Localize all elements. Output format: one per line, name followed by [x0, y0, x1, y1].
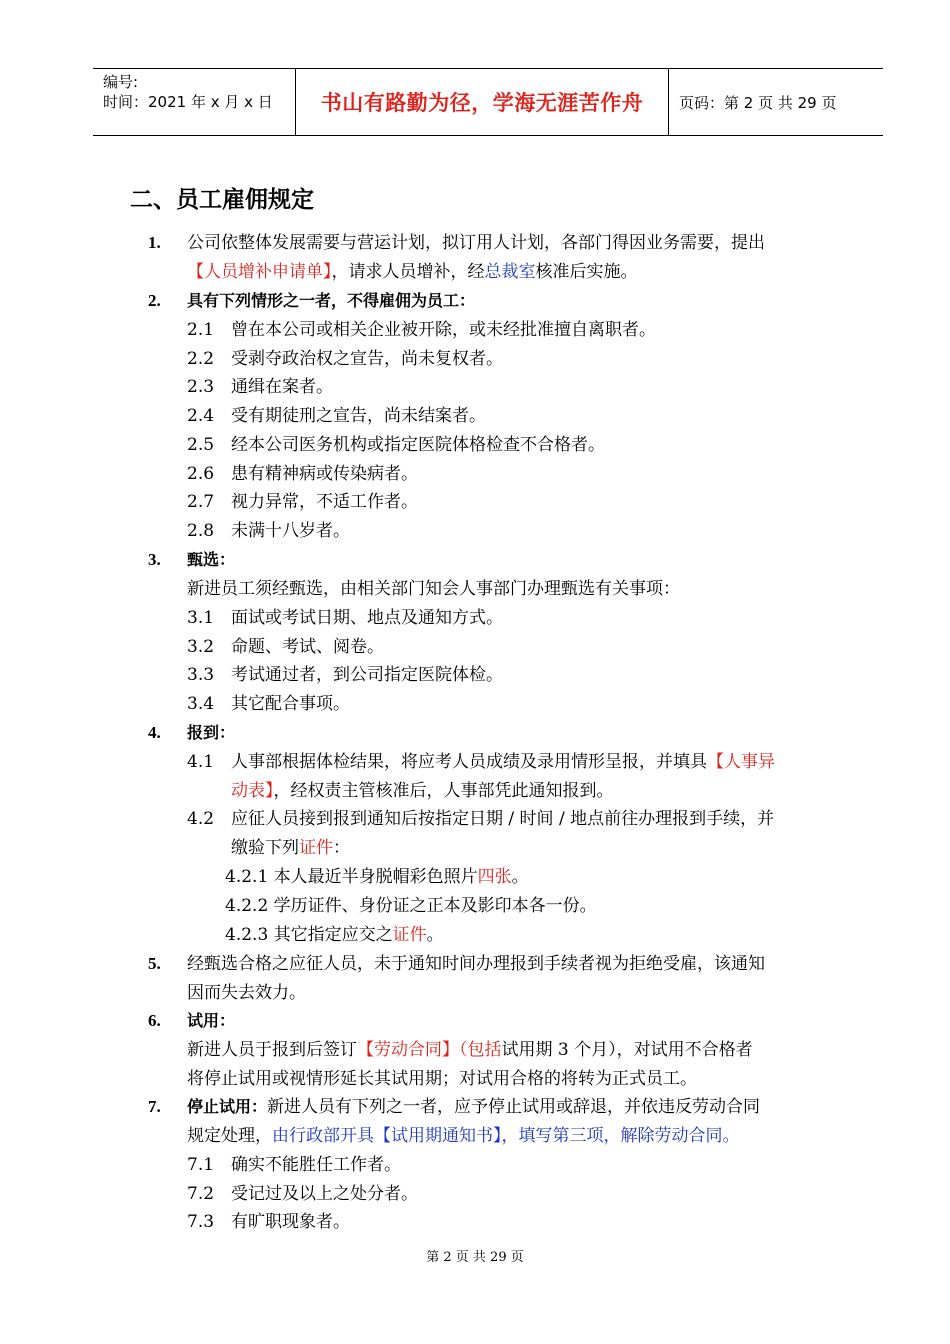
item-5-line-2: 因而失去效力。 [187, 983, 306, 1003]
item-4-2-text: 缴验下列 [231, 838, 299, 858]
sub-item-text: 受有期徒刑之宣告，尚未结案者。 [231, 406, 486, 427]
item-1-text: ，请求人员增补，经 [331, 262, 485, 282]
item-4-title: 报到： [187, 723, 236, 742]
item-6-title: 试用： [187, 1011, 236, 1030]
probation-notice-ref: 由行政部开具【试用期通知书】，填写第三项，解除劳动合同。 [272, 1126, 740, 1146]
item-6-text: 新进人员于报到后签订 [187, 1040, 357, 1060]
section-title: 二、员工雇佣规定 [130, 187, 314, 213]
sub-item-number: 3.3 [187, 665, 215, 686]
sub-item-text: 命题、考试、阅卷。 [231, 636, 384, 657]
sub-item-number: 2.4 [187, 406, 215, 427]
item-4-1-text-2: ，经权责主管核准后，人事部凭此通知报到。 [273, 781, 614, 801]
personnel-change-form-ref-end: 动表】 [231, 781, 274, 801]
item-1-text-end: 核准后实施。 [535, 262, 638, 282]
sub-item-number: 7.2 [187, 1183, 215, 1204]
sub-item-text: 其它配合事项。 [231, 694, 350, 715]
sub-item-number: 2.1 [187, 320, 215, 340]
sub-item-number: 2.8 [187, 520, 215, 541]
item-4-2-line-2 [231, 837, 350, 859]
item-4-2-1-end: 。 [511, 867, 529, 887]
item-4-1-text: 人事部根据体检结果，将应考人员成绩及录用情形呈报，并填具 [231, 752, 707, 772]
header-page-label: 页码：第 2 页 共 29 页 [679, 93, 837, 112]
sub-item-text: 未满十八岁者。 [231, 520, 350, 541]
sub-item-text: 通缉在案者。 [231, 377, 333, 398]
item-6-line-1 [187, 1039, 753, 1061]
page-header [93, 68, 883, 136]
sub-item-number: 3.4 [187, 694, 215, 715]
item-6-text-2: 试用期 3 个月），对试用不合格者 [501, 1040, 753, 1060]
sub-item-text: 有旷职现象者。 [231, 1212, 350, 1233]
sub-item-number: 7.1 [187, 1155, 215, 1175]
header-motto: 书山有路勤为径，学海无涯苦作舟 [295, 69, 669, 135]
item-4-1-line-1 [231, 751, 775, 773]
item-1-line-2 [187, 261, 638, 283]
item-4-2-3-end: 。 [426, 925, 444, 945]
item-4-1-number: 4.1 [187, 752, 215, 772]
staff-request-form-ref: 【人员增补申请单】 [187, 262, 332, 282]
item-7-text: 新进人员有下列之一者，应予停止试用或辞退，并依违反劳动合同 [267, 1097, 761, 1117]
serial-label: 编号: [103, 73, 139, 91]
labor-contract-ref: 【劳动合同】（包括 [357, 1040, 502, 1060]
item-7-title: 停止试用： [187, 1097, 268, 1116]
sub-item-text: 考试通过者，到公司指定医院体检。 [231, 665, 503, 686]
sub-item-number: 2.7 [187, 492, 215, 513]
item-4-1-line-2 [231, 780, 614, 802]
item-4-2-2: 4.2.2 学历证件、身份证之正本及影印本各一份。 [225, 896, 597, 916]
item-4-2-3-text: 4.2.3 其它指定应交之 [225, 925, 393, 945]
president-office-ref: 总裁室 [484, 262, 536, 282]
item-2-title: 具有下列情形之一者，不得雇佣为员工： [187, 291, 476, 310]
item-6-number: 6. [148, 1011, 161, 1030]
item-7-text-2: 规定处理， [187, 1126, 272, 1146]
item-4-2-line-1: 应征人员接到报到通知后按指定日期 / 时间 / 地点前往办理报到手续，并 [231, 809, 775, 829]
item-4-number: 4. [148, 723, 161, 742]
item-1-line-1: 公司依整体发展需要与营运计划，拟订用人计划，各部门得因业务需要，提出 [187, 233, 765, 253]
item-3-number: 3. [148, 550, 161, 569]
photo-count-ref: 四张 [477, 867, 512, 887]
sub-item-number: 2.6 [187, 463, 215, 484]
item-2-number: 2. [148, 291, 161, 310]
sub-item-number: 7.3 [187, 1212, 215, 1233]
time-label: 时间：2021 年 x 月 x 日 [103, 93, 273, 111]
documents-ref-2: 证件 [392, 925, 427, 945]
item-7-line-2 [187, 1125, 740, 1147]
sub-item-text: 受剥夺政治权之宣告，尚未复权者。 [231, 348, 503, 369]
sub-item-text: 曾在本公司或相关企业被开除，或未经批准擅自离职者。 [231, 320, 656, 340]
page-footer: 第 2 页 共 29 页 [426, 1250, 524, 1265]
sub-item-text: 患有精神病或传染病者。 [231, 463, 418, 484]
item-6-line-2: 将停止试用或视情形延长其试用期；对试用合格的将转为正式员工。 [187, 1069, 697, 1089]
personnel-change-form-ref: 【人事异 [707, 752, 775, 772]
sub-item-number: 3.2 [187, 636, 215, 657]
sub-item-number: 2.3 [187, 377, 215, 398]
item-7-line-1 [187, 1096, 760, 1118]
sub-item-number: 2.2 [187, 348, 215, 369]
documents-ref: 证件 [299, 838, 333, 858]
item-4-2-3 [225, 924, 444, 946]
item-7-number: 7. [148, 1097, 161, 1116]
sub-item-number: 2.5 [187, 434, 215, 455]
item-1-number: 1. [148, 233, 161, 252]
sub-item-text: 受记过及以上之处分者。 [231, 1183, 418, 1204]
sub-item-text: 面试或考试日期、地点及通知方式。 [231, 608, 503, 628]
item-5-line-1: 经甄选合格之应征人员，未于通知时间办理报到手续者视为拒绝受雇，该通知 [187, 954, 765, 974]
item-4-2-number: 4.2 [187, 809, 215, 829]
item-3-intro: 新进员工须经甄选，由相关部门知会人事部门办理甄选有关事项： [187, 579, 680, 599]
sub-item-text: 确实不能胜任工作者。 [231, 1155, 401, 1175]
item-5-number: 5. [148, 954, 161, 973]
item-3-title: 甄选： [187, 550, 236, 569]
sub-item-text: 经本公司医务机构或指定医院体格检查不合格者。 [231, 434, 605, 455]
item-4-2-1 [225, 866, 529, 888]
sub-item-number: 3.1 [187, 608, 215, 628]
item-4-2-colon: ： [333, 838, 350, 858]
sub-item-text: 视力异常，不适工作者。 [231, 492, 418, 513]
item-4-2-1-text: 4.2.1 本人最近半身脱帽彩色照片 [225, 867, 478, 887]
header-meta [93, 69, 295, 135]
